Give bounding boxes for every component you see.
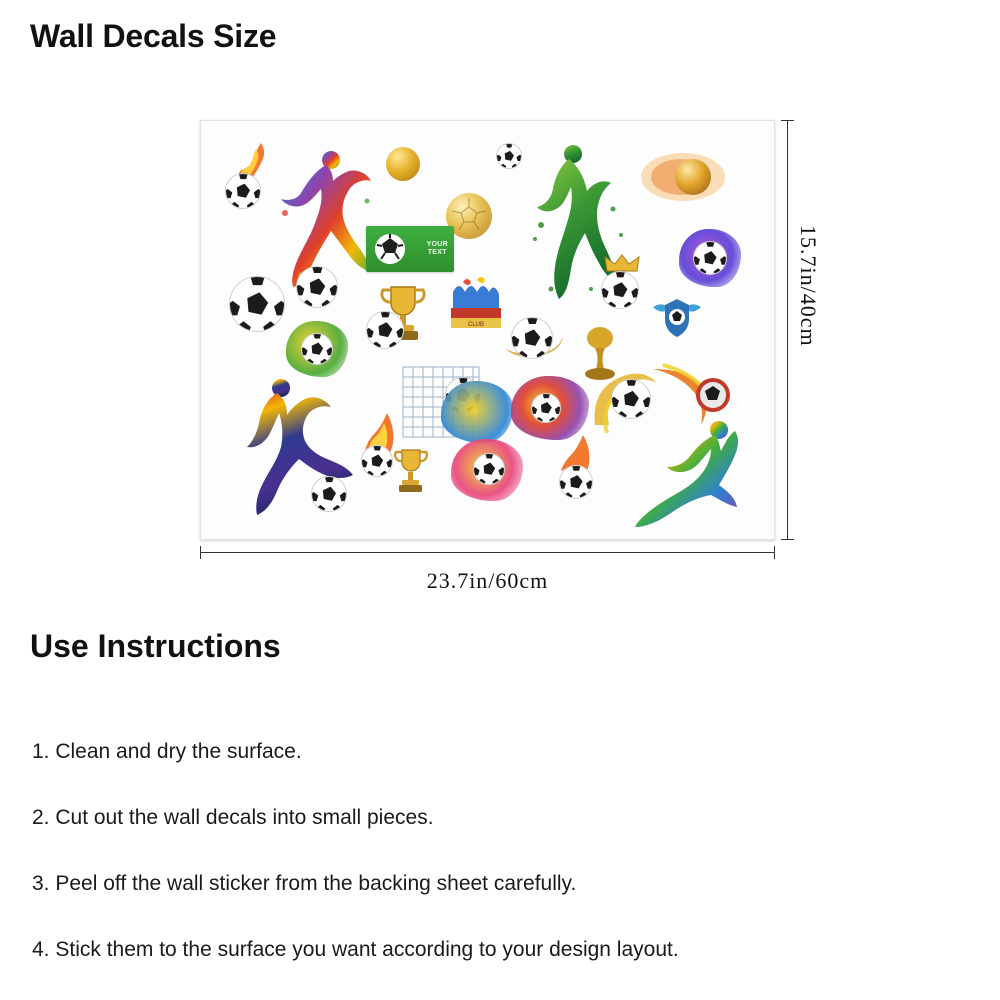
soccer-ball-icon: [229, 276, 285, 332]
crowned-soccer-ball-icon: [593, 253, 649, 313]
soccer-ball-icon: [511, 317, 553, 359]
svg-text:CLUB: CLUB: [467, 322, 485, 328]
page-title-instructions: Use Instructions: [30, 628, 281, 664]
gold-ball-icon: [386, 147, 420, 181]
page-title-size: Wall Decals Size: [30, 18, 277, 54]
paint-splatter: [441, 381, 513, 443]
soccer-ball-icon: [296, 266, 338, 308]
soccer-ball-icon: [311, 476, 347, 512]
your-text-placeholder: YOUR TEXT: [426, 241, 448, 256]
list-item: 1. Clean and dry the surface.: [32, 740, 302, 763]
soccer-ball-icon: [693, 241, 727, 275]
height-dimension-line: [787, 120, 788, 540]
gold-ball-icon: [675, 159, 711, 195]
soccer-ball-icon: [473, 453, 505, 485]
soccer-ball-icon: [496, 143, 522, 169]
soccer-ball-icon: [601, 271, 639, 309]
soccer-ball-icon: [366, 311, 404, 349]
decal-sheet-background: [200, 120, 775, 540]
soccer-ball-icon: [225, 173, 261, 209]
flaming-soccer-ball-icon: [551, 433, 607, 501]
green-card-text-decal: [366, 226, 454, 272]
soccer-ball-icon: [301, 333, 333, 365]
soccer-ball-icon: [531, 393, 561, 423]
height-dimension-label: 15.7in/40cm: [796, 225, 821, 347]
list-item: 3. Peel off the wall sticker from the backing sheet carefully.: [32, 872, 577, 895]
instructions-list: [32, 740, 982, 1000]
ball-with-swoosh-icon: [501, 311, 567, 367]
decal-sheet: [200, 120, 775, 540]
decal-artwork-group: [201, 121, 774, 539]
winged-badge-icon: [649, 293, 705, 345]
list-item: 4. Stick them to the surface you want according to your design layout.: [32, 938, 679, 961]
soccer-ball-icon: [361, 445, 393, 477]
width-dimension-label: 23.7in/60cm: [426, 568, 549, 593]
soccer-ball-icon: [559, 465, 593, 499]
width-dimension-line: [200, 552, 775, 553]
list-item: 2. Cut out the wall decals into small pieces.: [32, 806, 434, 829]
trophy-icon: [391, 446, 431, 498]
flaming-gold-ball-icon: [641, 147, 731, 207]
colorful-player-silhouette-3: [619, 411, 749, 531]
